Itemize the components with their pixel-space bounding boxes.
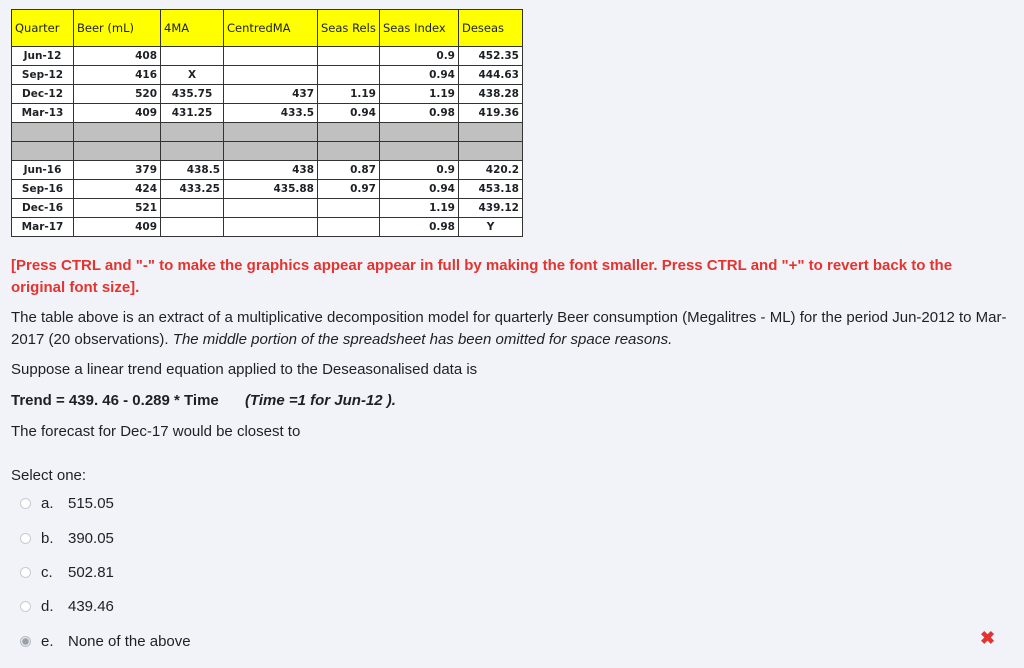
table-row [12, 85, 523, 104]
option-text: None of the above [68, 632, 191, 650]
cell-beer: 409 [74, 104, 161, 123]
cell-seas-index: 0.9 [380, 161, 459, 180]
option-b[interactable] [20, 527, 114, 549]
font-size-warning: [Press CTRL and "-" to make the graphics appear appear in full by making the font smaller. Press CTRL and "+" to revert back to the original font size]. [11, 257, 953, 296]
trend-formula: Trend = 439. 46 - 0.289 * Time [11, 392, 219, 409]
radio-c[interactable] [20, 567, 31, 578]
cell-4ma [161, 47, 224, 66]
option-letter: a. [41, 494, 54, 512]
cell-deseas: 420.2 [459, 161, 523, 180]
radio-b[interactable] [20, 533, 31, 544]
cell-quarter: Jun-12 [12, 47, 74, 66]
option-text: 439.46 [68, 597, 114, 615]
cell-quarter: Dec-16 [12, 199, 74, 218]
cell-seas-index: 1.19 [380, 199, 459, 218]
option-letter: e. [41, 632, 54, 650]
cell-deseas: 453.18 [459, 180, 523, 199]
incorrect-icon: ✖ [980, 628, 996, 648]
cell-seas-rels: 0.87 [318, 161, 380, 180]
option-a[interactable] [20, 492, 114, 514]
cell-centredma: 433.5 [224, 104, 318, 123]
option-c[interactable] [20, 561, 114, 583]
cell-seas-index: 0.98 [380, 218, 459, 237]
question-prompt: The forecast for Dec-17 would be closest to [11, 423, 301, 440]
cell-centredma [224, 66, 318, 85]
table-row [12, 47, 523, 66]
trend-note: (Time =1 for Jun-12 ). [244, 392, 396, 409]
cell-deseas: 419.36 [459, 104, 523, 123]
cell-deseas: 439.12 [459, 199, 523, 218]
trend-equation [11, 390, 1011, 412]
cell-quarter: Dec-12 [12, 85, 74, 104]
option-letter: d. [41, 597, 54, 615]
cell-seas-index: 0.94 [380, 180, 459, 199]
question-intro [11, 307, 1011, 351]
cell-beer: 520 [74, 85, 161, 104]
cell-quarter: Jun-16 [12, 161, 74, 180]
cell-seas-index: 0.9 [380, 47, 459, 66]
header-centredma: CentredMA [224, 10, 318, 47]
option-letter: b. [41, 529, 54, 547]
cell-seas-rels [318, 218, 380, 237]
cell-quarter: Sep-16 [12, 180, 74, 199]
header-quarter: Quarter [12, 10, 74, 47]
cell-beer: 521 [74, 199, 161, 218]
option-text: 515.05 [68, 494, 114, 512]
cell-beer: 409 [74, 218, 161, 237]
cell-4ma [161, 218, 224, 237]
cell-seas-rels: 1.19 [318, 85, 380, 104]
cell-seas-rels: 0.97 [318, 180, 380, 199]
spreadsheet-table [11, 9, 523, 237]
table-header-row [12, 10, 523, 47]
cell-beer: 408 [74, 47, 161, 66]
cell-beer: 416 [74, 66, 161, 85]
cell-4ma: 431.25 [161, 104, 224, 123]
table-row [12, 66, 523, 85]
cell-centredma [224, 47, 318, 66]
cell-seas-index: 0.98 [380, 104, 459, 123]
question-intro-italic: The middle portion of the spreadsheet has been omitted for space reasons. [172, 331, 673, 348]
cell-centredma [224, 218, 318, 237]
cell-seas-index: 0.94 [380, 66, 459, 85]
table-row [12, 218, 523, 237]
table-row [12, 199, 523, 218]
option-text: 390.05 [68, 529, 114, 547]
table-row [12, 161, 523, 180]
cell-deseas: 444.63 [459, 66, 523, 85]
cell-seas-rels [318, 47, 380, 66]
cell-beer: 379 [74, 161, 161, 180]
cell-seas-rels [318, 66, 380, 85]
header-seas-rels: Seas Rels [318, 10, 380, 47]
header-deseas: Deseas [459, 10, 523, 47]
cell-quarter: Mar-17 [12, 218, 74, 237]
cell-4ma: 433.25 [161, 180, 224, 199]
table-row [12, 180, 523, 199]
radio-e[interactable] [20, 636, 31, 647]
cell-deseas: Y [459, 218, 523, 237]
cell-seas-rels [318, 199, 380, 218]
cell-centredma: 437 [224, 85, 318, 104]
cell-4ma: 435.75 [161, 85, 224, 104]
cell-quarter: Mar-13 [12, 104, 74, 123]
radio-d[interactable] [20, 601, 31, 612]
cell-4ma: X [161, 66, 224, 85]
cell-centredma [224, 199, 318, 218]
cell-seas-index: 1.19 [380, 85, 459, 104]
header-beer: Beer (mL) [74, 10, 161, 47]
cell-quarter: Sep-12 [12, 66, 74, 85]
radio-a[interactable] [20, 498, 31, 509]
cell-seas-rels: 0.94 [318, 104, 380, 123]
cell-deseas: 452.35 [459, 47, 523, 66]
option-d[interactable] [20, 595, 114, 617]
option-e[interactable] [20, 630, 191, 652]
header-4ma: 4MA [161, 10, 224, 47]
header-seas-index: Seas Index [380, 10, 459, 47]
cell-4ma: 438.5 [161, 161, 224, 180]
option-text: 502.81 [68, 563, 114, 581]
cell-centredma: 435.88 [224, 180, 318, 199]
omitted-row [12, 142, 523, 161]
cell-beer: 424 [74, 180, 161, 199]
question-intro-text: The table above is an extract of a multiplicative decomposition model for quarterly Beer consumption (Megalitres - ML) for the period Jun-2012 to Mar-2017 (20 observations). [11, 309, 1007, 348]
cell-deseas: 438.28 [459, 85, 523, 104]
select-one-label: Select one: [11, 467, 87, 484]
question-trend-intro: Suppose a linear trend equation applied to the Deseasonalised data is [11, 361, 478, 378]
omitted-row [12, 123, 523, 142]
cell-centredma: 438 [224, 161, 318, 180]
option-letter: c. [41, 563, 53, 581]
cell-4ma [161, 199, 224, 218]
table-row [12, 104, 523, 123]
